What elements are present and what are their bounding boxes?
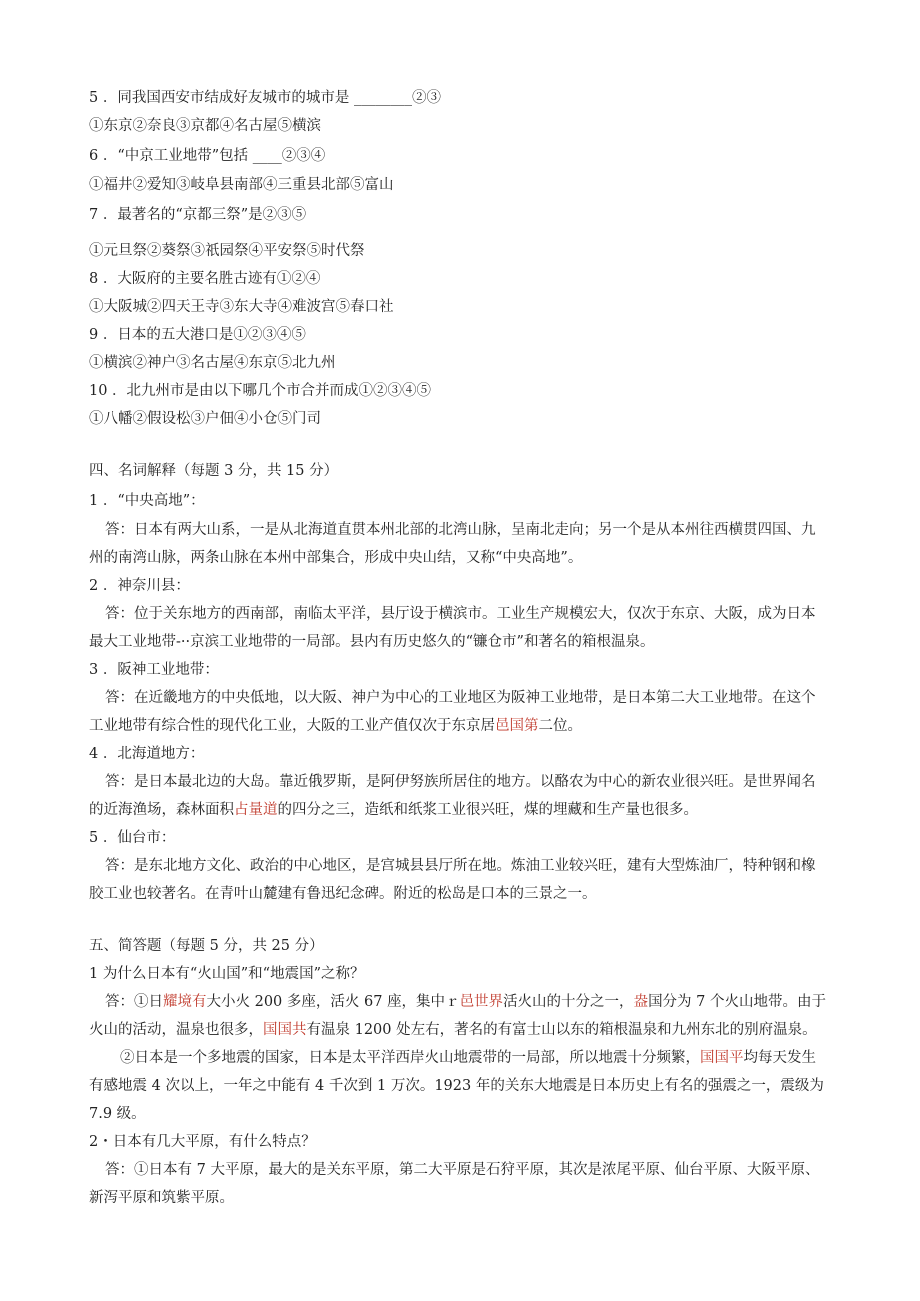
answer-line: 州的南湾山脉，两条山脉在本州中部集合，形成中央山结，又称“中央高地”。 xyxy=(89,550,583,566)
text-run: 的近海渔场，森林面积 xyxy=(89,802,234,818)
answer-line xyxy=(120,1048,816,1068)
options-8: ①大阪城②四天王寺③东大寺④难波宫⑤春口社 xyxy=(89,299,394,315)
question-6: 6 ．“中京工业地带”包括 ____②③④ xyxy=(89,148,326,164)
section-heading: 五、简答题（每题 5 分，共 25 分） xyxy=(89,938,324,954)
question-9: 9 ．日本的五大港口是①②③④⑤ xyxy=(89,327,306,343)
options-5: ①东京②奈良③京都④名古屋⑤横滨 xyxy=(89,118,321,134)
text-run: 均每天发生 xyxy=(743,1050,816,1066)
answer-line: 7.9 级。 xyxy=(89,1106,146,1122)
options-10: ①八幡②假设松③户佃④小仓⑤门司 xyxy=(89,411,321,427)
text-run: 国分为 7 个火山地带。由于 xyxy=(648,994,827,1010)
answer-line: 答：是日本最北边的大岛。靠近俄罗斯，是阿伊努族所居住的地方。以酪农为中心的新农业很兴旺。是世界闻名 xyxy=(105,774,816,790)
answer-line xyxy=(89,800,698,820)
answer-line xyxy=(89,1020,817,1040)
question-title: 2・日本有几大平原，有什么特点？ xyxy=(89,1134,316,1150)
answer-line: 答：在近畿地方的中央低地，以大阪、神户为中心的工业地区为阪神工业地带，是日本第二大工业地带。在这个 xyxy=(105,690,816,706)
highlighted-text: 盎 xyxy=(633,994,649,1010)
term-title: 3 ．阪神工业地带： xyxy=(89,662,219,678)
text-run: 的四分之三，造纸和纸浆工业很兴旺，煤的埋藏和生产量也很多。 xyxy=(277,802,698,818)
options-9: ①横滨②神户③名古屋④东京⑤北九州 xyxy=(89,355,336,371)
text-run: 有温泉 1200 处左右，著名的有富士山以东的箱根温泉和九州东北的别府温泉。 xyxy=(306,1022,817,1038)
term-title: 5 ．仙台市： xyxy=(89,830,176,846)
section-heading: 四、名词解释（每题 3 分，共 15 分） xyxy=(89,463,339,479)
term-title: 2 ．神奈川县： xyxy=(89,578,190,594)
term-title: 1 ．“中央高地”： xyxy=(89,493,205,509)
text-run: 活火山的十分之一， xyxy=(503,994,634,1010)
highlighted-text: 国国共 xyxy=(263,1022,307,1038)
answer-line: 答：是东北地方文化、政治的中心地区，是宫城县县厅所在地。炼油工业较兴旺，建有大型炼油厂，特种钢和橡 xyxy=(105,858,816,874)
term-title: 4 ．北海道地方： xyxy=(89,746,205,762)
answer-line: 答：日本有两大山系，一是从北海道直贯本州北部的北湾山脉，呈南北走向；另一个是从本州往西横贯四国、九 xyxy=(105,522,816,538)
answer-line: 答：位于关东地方的西南部，南临太平洋，县厅设于横滨市。工业生产规模宏大，仅次于东京、大阪，成为日本 xyxy=(105,606,816,622)
answer-line xyxy=(105,992,826,1012)
text-run: 大小火 200 多座，活火 67 座，集中ｒ xyxy=(206,994,460,1010)
options-6: ①福井②爱知③岐阜县南部④三重县北部⑤富山 xyxy=(89,177,394,193)
question-10: 10 ．北九州市是由以下哪几个市合并而成①②③④⑤ xyxy=(89,383,432,399)
answer-line: 最大工业地带-··京滨工业地带的一局部。县内有历史悠久的“镰仓市”和著名的箱根温泉。 xyxy=(89,634,655,650)
highlighted-text: 邑国第 xyxy=(495,718,539,734)
highlighted-text: 耀境有 xyxy=(163,994,207,1010)
question-title: 1 为什么日本有“火山国”和“地震国”之称？ xyxy=(89,966,365,982)
question-5: 5 ．同我国西安市结成好友城市的城市是 ________②③ xyxy=(89,90,441,106)
answer-line: 有感地震 4 次以上，一年之中能有 4 千次到 1 万次。1923 年的关东大地震是日本历史上有名的强震之一，震级为 xyxy=(89,1078,824,1094)
highlighted-text: 邑世界 xyxy=(459,994,504,1010)
answer-line xyxy=(89,716,582,736)
highlighted-text: 国国平 xyxy=(700,1050,744,1066)
answer-line: 胶工业也较著名。在青叶山麓建有鲁迅纪念碑。附近的松岛是口本的三景之一。 xyxy=(89,886,597,902)
text-run: 二位。 xyxy=(538,718,582,734)
question-7: 7 ．最著名的“京都三祭”是②③⑤ xyxy=(89,207,307,223)
text-run: 答：①日 xyxy=(105,994,163,1010)
text-run: ②日本是一个多地震的国家，日本是太平洋西岸火山地震带的一局部，所以地震十分频繁， xyxy=(120,1050,700,1066)
text-run: 火山的活动，温泉也很多， xyxy=(89,1022,263,1038)
question-8: 8 ．大阪府的主要名胜古迹有①②④ xyxy=(89,271,321,287)
options-7: ①元旦祭②葵祭③祇园祭④平安祭⑤时代祭 xyxy=(89,243,365,259)
text-run: 工业地带有综合性的现代化工业，大阪的工业产值仅次于东京居 xyxy=(89,718,495,734)
answer-line: 答：①日本有 7 大平原，最大的是关东平原，第二大平原是石狩平原，其次是浓尾平原、仙台平原、大阪平原、 xyxy=(105,1162,820,1178)
highlighted-text: 占量道 xyxy=(234,802,278,818)
answer-line: 新泻平原和筑紫平原。 xyxy=(89,1190,234,1206)
